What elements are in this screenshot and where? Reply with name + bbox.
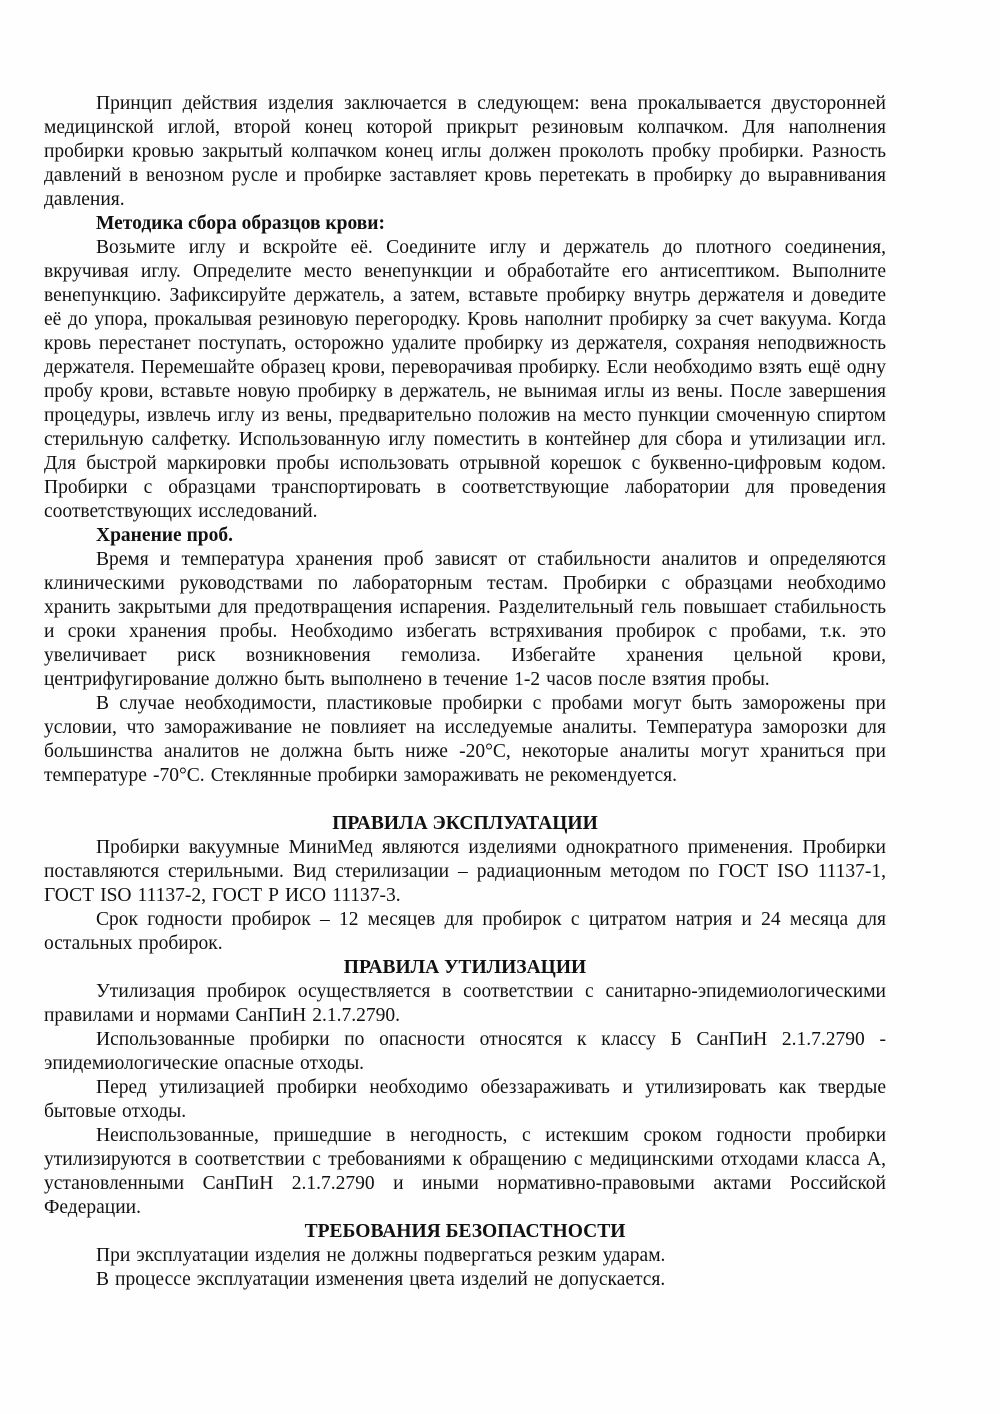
heading-sample-storage: Хранение проб. [96,525,234,546]
heading-operation-rules: ПРАВИЛА ЭКСПЛУАТАЦИИ [332,813,598,834]
paragraph-used-tubes-class-b: Использованные пробирки по опасности относятся к классу Б СанПиН 2.1.7.2790 - эпидемиологические опасные отходы. [44,1029,886,1074]
paragraph-principle-of-operation: Принцип действия изделия заключается в следующем: вена прокалывается двусторонней медицинской иглой, второй конец которой прикрыт резиновым колпачком. Для наполнения пробирки кровью закрытый колпачком конец иглы должен проколоть пробку пробирки. Разность давлений в венозном русле и пробирке заставляет кровь перетекать в пробирку до выравнивания давления. [44,93,886,210]
paragraph-no-color-change: В процессе эксплуатации изменения цвета изделий не допускается. [96,1269,666,1290]
paragraph-no-sharp-impacts: При эксплуатации изделия не должны подвергаться резким ударам. [96,1245,666,1266]
heading-safety-requirements: ТРЕБОВАНИЯ БЕЗОПАСТНОСТИ [304,1221,626,1242]
paragraph-disposal-sanpin: Утилизация пробирок осуществляется в соответствии с санитарно-эпидемиологическими правилами и нормами СанПиН 2.1.7.2790. [44,981,886,1026]
paragraph-freezing-conditions: В случае необходимости, пластиковые пробирки с пробами могут быть заморожены при условии, что замораживание не повлияет на исследуемые аналиты. Температура заморозки для большинства аналитов не должна быть ниже -20°С, некоторые аналиты могут храниться при температуре -70°С. Стеклянные пробирки замораживать не рекомендуется. [44,693,886,786]
heading-disposal-rules: ПРАВИЛА УТИЛИЗАЦИИ [343,957,587,978]
paragraph-shelf-life: Срок годности пробирок – 12 месяцев для пробирок с цитратом натрия и 24 месяца для остальных пробирок. [44,909,886,954]
heading-blood-collection-method: Методика сбора образцов крови: [96,213,386,234]
paragraph-storage-conditions: Время и температура хранения проб зависят от стабильности аналитов и определяются клиническими руководствами по лабораторным тестам. Пробирки с образцами необходимо хранить закрытыми для предотвращения испарения. Разделительный гель повышает стабильность и сроки хранения пробы. Необходимо избегать встряхивания пробирок с пробами, т.к. это увеличивает риск возникновения гемолиза. Избегайте хранения цельной крови, центрифугирование должно быть выполнено в течение 1-2 часов после взятия пробы. [44,549,886,690]
paragraph-single-use-sterilization: Пробирки вакуумные МиниМед являются изделиями однократного применения. Пробирки поставляются стерильными. Вид стерилизации – радиационным методом по ГОСТ ISO 11137-1, ГОСТ ISO 11137-2, ГОСТ Р ИСО 11137-3. [44,837,886,906]
paragraph-collection-procedure: Возьмите иглу и вскройте её. Соедините иглу и держатель до плотного соединения, вкручивая иглу. Определите место венепункции и обработайте его антисептиком. Выполните венепункцию. Зафиксируйте держатель, а затем, вставьте пробирку внутрь держателя и доведите её до упора, прокалывая резиновую перегородку. Кровь наполнит пробирку за счет вакуума. Когда кровь перестанет поступать, осторожно удалите пробирку из держателя, сохраняя неподвижность держателя. Перемешайте образец крови, переворачивая пробирку. Если необходимо взять ещё одну пробу крови, вставьте новую пробирку в держатель, не вынимая иглы из вены. После завершения процедуры, извлечь иглу из вены, предварительно положив на место пункции смоченную спиртом стерильную салфетку. Использованную иглу поместить в контейнер для сбора и утилизации игл. Для быстрой маркировки пробы использовать отрывной корешок с буквенно-цифровым кодом. Пробирки с образцами транспортировать в соответствующие лаборатории для проведения соответствующих исследований. [44,237,886,522]
paragraph-unused-expired-tubes: Неиспользованные, пришедшие в негодность, с истекшим сроком годности пробирки утилизируются в соответствии с требованиями к обращению с медицинскими отходами класса А, установленными СанПиН 2.1.7.2790 и иными нормативно-правовыми актами Российской Федерации. [44,1125,886,1218]
paragraph-disinfection-before-disposal: Перед утилизацией пробирки необходимо обеззараживать и утилизировать как твердые бытовые отходы. [44,1077,886,1122]
